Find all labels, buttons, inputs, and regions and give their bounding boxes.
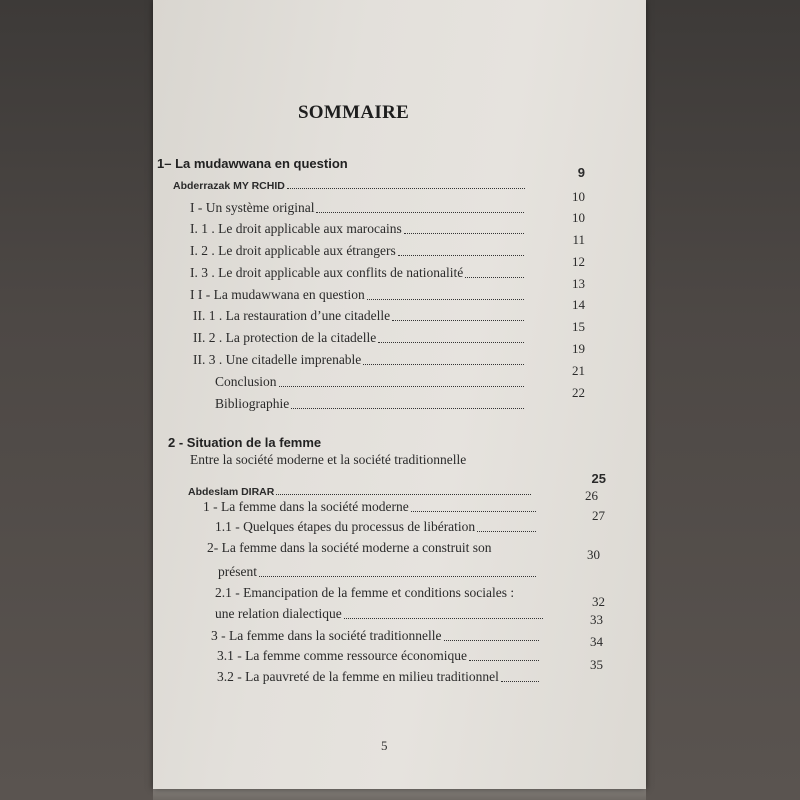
toc-entry-page: 10 xyxy=(572,210,585,225)
toc-entry xyxy=(190,189,585,216)
toc-entry xyxy=(193,297,585,324)
book-page xyxy=(153,0,646,789)
leader-dots xyxy=(392,320,524,321)
toc-entry-label: I - Un système original xyxy=(190,200,315,215)
toc-entry-label-cont: une relation dialectique xyxy=(215,606,342,621)
toc-entry-page: 33 xyxy=(590,612,603,627)
toc-entry xyxy=(190,210,585,237)
toc-entry-page: 19 xyxy=(572,341,585,356)
toc-entry-page: 11 xyxy=(572,232,585,247)
toc-entry-page: 35 xyxy=(590,657,603,672)
toc-entry xyxy=(193,319,585,346)
toc-entry-label: 3.2 - La pauvreté de la femme en milieu traditionnel xyxy=(217,669,499,684)
page-title: SOMMAIRE xyxy=(297,102,410,123)
toc-entry-label: II. 1 . La restauration d’une citadelle xyxy=(193,308,391,323)
toc-entry xyxy=(190,254,585,281)
toc-entry-label: Bibliographie xyxy=(215,396,290,411)
leader-dots xyxy=(259,576,536,577)
leader-dots xyxy=(276,494,531,495)
toc-entry-page: 14 xyxy=(572,297,585,312)
toc-entry-label: I. 1 . Le droit applicable aux marocains xyxy=(190,221,402,236)
leader-dots xyxy=(363,364,524,365)
leader-dots xyxy=(378,342,524,343)
leader-dots xyxy=(316,212,524,213)
toc-entry-page: 15 xyxy=(572,319,585,334)
toc-entry-page: 13 xyxy=(572,276,585,291)
toc-entry-label: I. 3 . Le droit applicable aux conflits de nationalité xyxy=(190,265,464,280)
leader-dots xyxy=(287,188,525,189)
leader-dots xyxy=(477,531,536,532)
toc-entry xyxy=(215,385,585,412)
leader-dots xyxy=(411,511,536,512)
toc-entry xyxy=(215,508,605,535)
toc-entry-label: I. 2 . Le droit applicable aux étrangers xyxy=(190,243,396,258)
section-2-title: 2 - Situation de la femme xyxy=(168,435,322,450)
toc-entry xyxy=(193,341,585,368)
section-2-author-name: Abdeslam DIRAR xyxy=(188,486,275,498)
toc-entry-page: 32 xyxy=(592,594,605,609)
toc-entry xyxy=(217,657,603,685)
leader-dots xyxy=(404,233,524,234)
leader-dots xyxy=(501,681,539,682)
leader-dots xyxy=(344,618,543,619)
section-1-author-name: Abderrazak MY RCHID xyxy=(173,180,285,192)
toc-entry-label: 1 - La femme dans la société moderne xyxy=(203,499,409,514)
section-2-author-page: 25 xyxy=(591,471,606,486)
toc-entry-label: 3 - La femme dans la société traditionnelle xyxy=(211,628,442,643)
leader-dots xyxy=(469,660,539,661)
toc-entry-label-cont: présent xyxy=(218,564,257,579)
leader-dots xyxy=(398,255,524,256)
leader-dots xyxy=(279,386,524,387)
toc-entry xyxy=(190,232,585,259)
section-1-author-page: 9 xyxy=(577,165,585,180)
toc-entry-page: 21 xyxy=(572,363,585,378)
section-1-author xyxy=(173,165,585,192)
toc-entry-label: 1.1 - Quelques étapes du processus de libération xyxy=(215,519,476,534)
toc-entry-label: 3.1 - La femme comme ressource économique xyxy=(217,648,468,663)
toc-entry-page: 34 xyxy=(590,634,603,649)
toc-entry-page: 30 xyxy=(587,547,600,562)
leader-dots xyxy=(444,640,539,641)
leader-dots xyxy=(291,408,524,409)
toc-entry-label: I I - La mudawwana en question xyxy=(190,287,365,302)
toc-entry-page: 26 xyxy=(585,488,598,503)
toc-entry xyxy=(190,276,585,303)
toc-entry-label: Conclusion xyxy=(215,374,277,389)
toc-entry xyxy=(215,363,585,390)
section-1-title: 1– La mudawwana en question xyxy=(157,156,348,171)
leader-dots xyxy=(465,277,524,278)
section-2-subtitle: Entre la société moderne et la société traditionnelle xyxy=(190,452,467,467)
leader-dots xyxy=(367,299,524,300)
toc-entry-label: II. 3 . Une citadelle imprenable xyxy=(193,352,362,367)
toc-entry-page: 12 xyxy=(572,254,585,269)
toc-entry-page: 27 xyxy=(592,508,605,523)
toc-entry-page: 10 xyxy=(572,189,585,204)
page-number: 5 xyxy=(381,738,388,753)
toc-entry-label: 2- La femme dans la société moderne a construit son xyxy=(207,540,492,555)
toc-entry-page: 22 xyxy=(572,385,585,400)
toc-entry-label: 2.1 - Emancipation de la femme et conditions sociales : xyxy=(215,585,515,600)
toc-entry-label: II. 2 . La protection de la citadelle xyxy=(193,330,377,345)
